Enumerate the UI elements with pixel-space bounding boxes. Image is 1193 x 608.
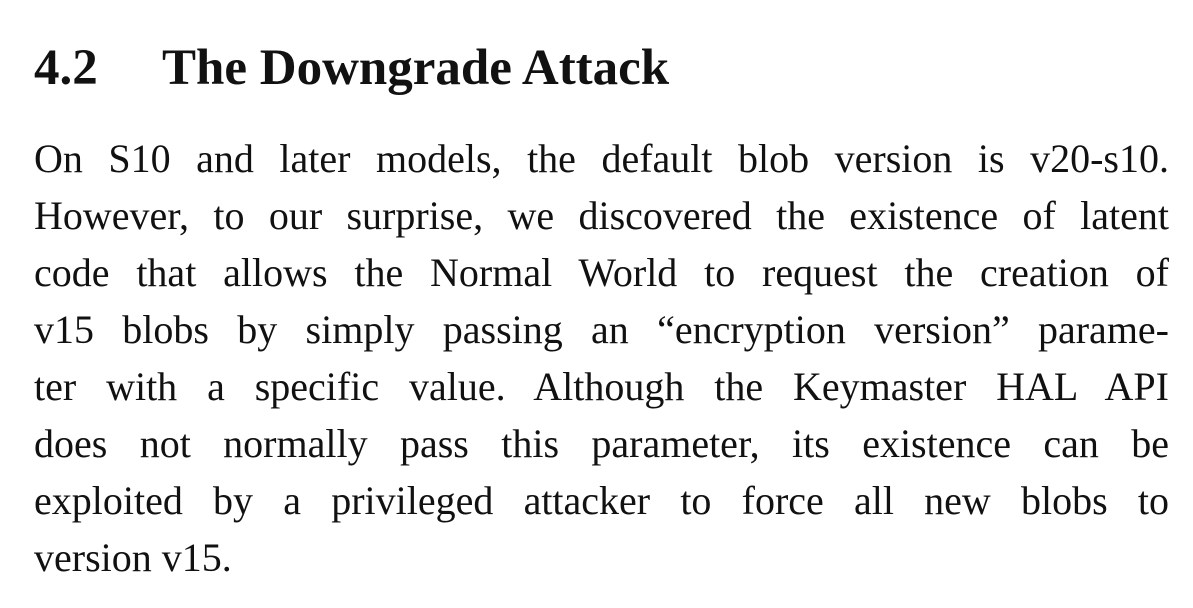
paragraph-line: ter with a specific value. Although the Keymaster HAL API <box>34 364 1169 409</box>
paragraph-line: code that allows the Normal World to request the creation of <box>34 250 1169 295</box>
paragraph-line: On S10 and later models, the default blob version is v20-s10. <box>34 136 1169 181</box>
paragraph-line: exploited by a privileged attacker to force all new blobs to <box>34 478 1169 523</box>
paragraph-line: However, to our surprise, we discovered the existence of latent <box>34 193 1169 238</box>
section-paragraph <box>34 130 1169 586</box>
paragraph-line: v15 blobs by simply passing an “encryption version” parame- <box>34 307 1169 352</box>
section-title: The Downgrade Attack <box>162 40 670 96</box>
paragraph-line: does not normally pass this parameter, its existence can be <box>34 421 1169 466</box>
section-heading <box>34 38 669 98</box>
section-number: 4.2 <box>34 40 98 96</box>
paragraph-line: version v15. <box>34 535 232 580</box>
